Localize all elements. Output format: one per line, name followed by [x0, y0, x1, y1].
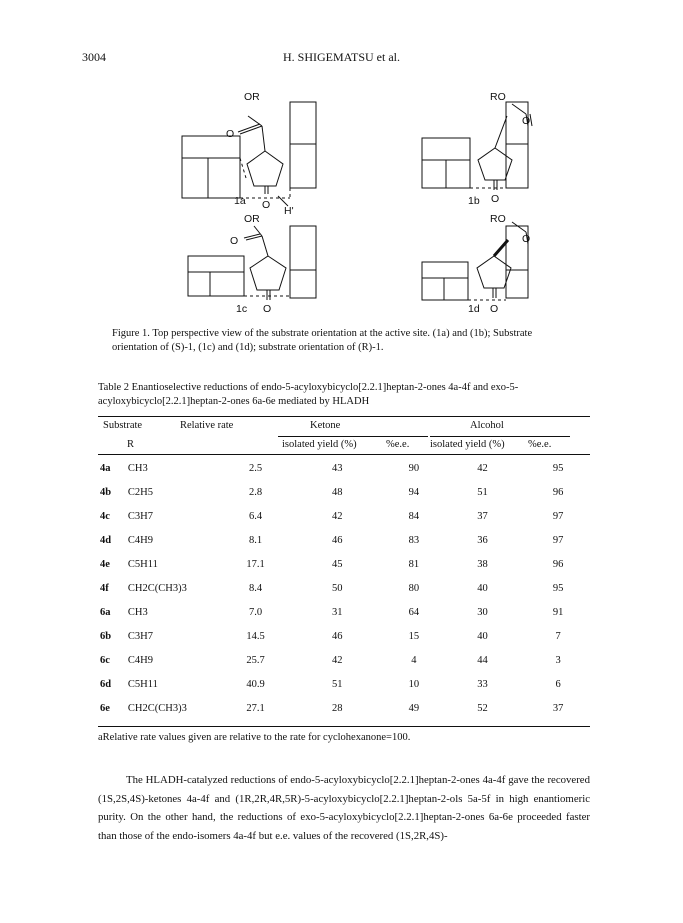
table-row: [98, 552, 590, 576]
structure-label-1b: 1b: [468, 195, 480, 207]
header-ketone: Ketone: [310, 420, 341, 431]
atom-label-o-1a: O: [226, 128, 235, 140]
cell-rate: 2.5: [249, 462, 263, 474]
cell-r: C3H7: [127, 510, 153, 522]
atom-label-o-1b-ketone: O: [491, 193, 500, 205]
cell-k-ee: 64: [408, 606, 420, 618]
atom-label-o-1c: O: [230, 235, 239, 247]
cell-r: C3H7: [127, 630, 153, 642]
cell-a-ee: 95: [552, 462, 564, 474]
cell-a-yield: 37: [477, 510, 488, 522]
cell-r: C5H11: [127, 678, 158, 690]
table-footnote: aRelative rate values given are relative to the rate for cyclohexanone=100.: [98, 732, 411, 743]
header-alcohol-ee: %e.e.: [528, 439, 552, 450]
cell-k-ee: 84: [408, 510, 420, 522]
cell-k-ee: 94: [408, 486, 420, 498]
header-r: R: [127, 439, 135, 450]
header-relative-rate: Relative rate: [180, 420, 234, 431]
cell-a-ee: 3: [555, 654, 561, 666]
atom-label-h-1a: H': [284, 205, 294, 217]
table-row: [98, 600, 590, 624]
cell-id: 4f: [100, 582, 109, 594]
table-row: [98, 576, 590, 600]
structure-1b: [422, 102, 532, 190]
cell-rate: 8.4: [249, 582, 263, 594]
cell-id: 6e: [100, 702, 110, 714]
table-row: [98, 648, 590, 672]
cell-id: 4a: [100, 462, 111, 474]
cell-rate: 7.0: [249, 606, 263, 618]
cell-k-yield: 42: [331, 654, 343, 666]
cell-r: CH3: [127, 606, 148, 618]
cell-a-ee: 95: [552, 582, 564, 594]
cell-r: C5H11: [127, 558, 158, 570]
atom-label-o-1d-ketone: O: [490, 303, 499, 315]
cell-k-yield: 50: [331, 582, 343, 594]
cell-id: 4b: [100, 486, 112, 498]
cell-k-yield: 43: [331, 462, 343, 474]
atom-label-o-1c-ketone: O: [263, 303, 272, 315]
structure-1c: [188, 226, 316, 300]
cell-id: 4e: [100, 558, 110, 570]
table-bottom-rule: [98, 726, 590, 727]
cell-rate: 8.1: [249, 534, 263, 546]
atom-label-o-1d: O: [522, 233, 531, 245]
cell-k-ee: 15: [408, 630, 420, 642]
cell-rate: 27.1: [246, 702, 265, 714]
cell-a-yield: 51: [477, 486, 488, 498]
table-row: [98, 480, 590, 504]
cell-a-yield: 40: [477, 582, 488, 594]
cell-a-yield: 36: [477, 534, 488, 546]
cell-a-yield: 44: [477, 654, 488, 666]
cell-a-ee: 6: [555, 678, 561, 690]
structure-label-1c: 1c: [236, 303, 248, 315]
cell-k-ee: 90: [408, 462, 420, 474]
atom-label-o-1a-ketone: O: [262, 199, 271, 211]
header-alcohol-yield: isolated yield (%): [430, 439, 505, 450]
header-substrate: Substrate: [103, 420, 143, 431]
cell-id: 4c: [100, 510, 110, 522]
cell-k-ee: 81: [408, 558, 420, 570]
cell-rate: 14.5: [246, 630, 265, 642]
cell-k-ee: 4: [411, 654, 417, 666]
cell-a-ee: 7: [555, 630, 561, 642]
cell-id: 6a: [100, 606, 111, 618]
cell-rate: 6.4: [249, 510, 263, 522]
cell-a-yield: 38: [477, 558, 488, 570]
cell-a-yield: 33: [477, 678, 488, 690]
cell-a-yield: 30: [477, 606, 488, 618]
cell-k-yield: 31: [331, 606, 343, 618]
page-number: 3004: [82, 50, 106, 64]
structure-label-1d: 1d: [468, 303, 480, 315]
cell-a-ee: 97: [552, 534, 564, 546]
cell-r: C4H9: [127, 654, 153, 666]
atom-label-or-1a: OR: [244, 91, 260, 103]
cell-k-ee: 49: [408, 702, 420, 714]
cell-k-yield: 28: [331, 702, 343, 714]
table-top-rule: [98, 416, 590, 417]
cell-k-yield: 45: [331, 558, 343, 570]
cell-rate: 25.7: [246, 654, 265, 666]
header-ketone-ee: %e.e.: [386, 439, 410, 450]
cell-id: 6c: [100, 654, 110, 666]
body-paragraph: The HLADH-catalyzed reductions of endo-5-acyloxybicyclo[2.2.1]heptan-2-ones 4a-4f gave the recovered (1S,2S,4S)-ketones 4a-4f and (1R,2R,4R,5R)-5-acyloxybicyclo[2.2.1]heptan-2-ols 5a-5f in high enantiomeric purity. On the other hand, the reductions of exo-5-acyloxybicyclo[2.2.1]heptan-2-ones 6a-6e proceeded faster than those of the endo-isomers 4a-4f but e.e. values of the recovered (1S,2R,4S)-: [98, 774, 590, 842]
structure-label-1a: 1a: [234, 195, 246, 207]
data-table: [98, 456, 590, 720]
ketone-group-rule: [278, 436, 428, 437]
structure-1d: [422, 222, 531, 300]
cell-id: 6d: [100, 678, 112, 690]
figure-1: [150, 86, 550, 327]
table-row: [98, 672, 590, 696]
atom-label-or-1c: OR: [244, 213, 260, 225]
cell-id: 6b: [100, 630, 112, 642]
header-ketone-yield: isolated yield (%): [282, 439, 357, 450]
cell-a-ee: 96: [552, 558, 564, 570]
cell-a-yield: 52: [477, 702, 488, 714]
alcohol-group-rule: [430, 436, 570, 437]
table-row: [98, 504, 590, 528]
running-header-authors: H. SHIGEMATSU et al.: [283, 50, 400, 64]
cell-a-yield: 42: [477, 462, 488, 474]
cell-rate: 40.9: [246, 678, 265, 690]
cell-r: CH2C(CH3)3: [127, 582, 187, 594]
cell-r: CH3: [127, 462, 148, 474]
cell-a-ee: 96: [552, 486, 564, 498]
table-row: [98, 624, 590, 648]
cell-rate: 17.1: [246, 558, 265, 570]
table-header-rule: [98, 454, 590, 455]
cell-a-ee: 91: [552, 606, 564, 618]
atom-label-ro-1b: RO: [490, 91, 506, 103]
cell-k-ee: 83: [408, 534, 420, 546]
header-alcohol: Alcohol: [470, 420, 504, 431]
figure-caption: Figure 1. Top perspective view of the substrate orientation at the active site. (1a) and (1b); Substrate orientation of (S)-1, (1c) and (1d); substrate orientation of (R)-1.: [112, 328, 533, 353]
cell-k-yield: 48: [331, 486, 343, 498]
structure-1a: [182, 102, 316, 206]
atom-label-o-1b: O: [522, 115, 531, 127]
figure-1-structures: [150, 86, 550, 322]
cell-k-yield: 46: [331, 534, 343, 546]
table-row: [98, 456, 590, 480]
cell-r: C2H5: [127, 486, 153, 498]
table-title: Table 2 Enantioselective reductions of endo-5-acyloxybicyclo[2.2.1]heptan-2-ones 4a-4f and exo-5-acyloxybicyclo[2.2.1]heptan-2-ones 6a-6e mediated by HLADH: [98, 382, 519, 407]
table-row: [98, 528, 590, 552]
cell-k-yield: 42: [331, 510, 343, 522]
cell-id: 4d: [100, 534, 112, 546]
cell-k-ee: 80: [408, 582, 420, 594]
cell-r: CH2C(CH3)3: [127, 702, 187, 714]
cell-r: C4H9: [127, 534, 153, 546]
cell-k-ee: 10: [408, 678, 420, 690]
cell-a-ee: 97: [552, 510, 564, 522]
cell-k-yield: 51: [331, 678, 343, 690]
atom-label-ro-1d: RO: [490, 213, 506, 225]
table-row: [98, 696, 590, 720]
cell-a-ee: 37: [552, 702, 564, 714]
cell-a-yield: 40: [477, 630, 488, 642]
cell-rate: 2.8: [249, 486, 263, 498]
cell-k-yield: 46: [331, 630, 343, 642]
